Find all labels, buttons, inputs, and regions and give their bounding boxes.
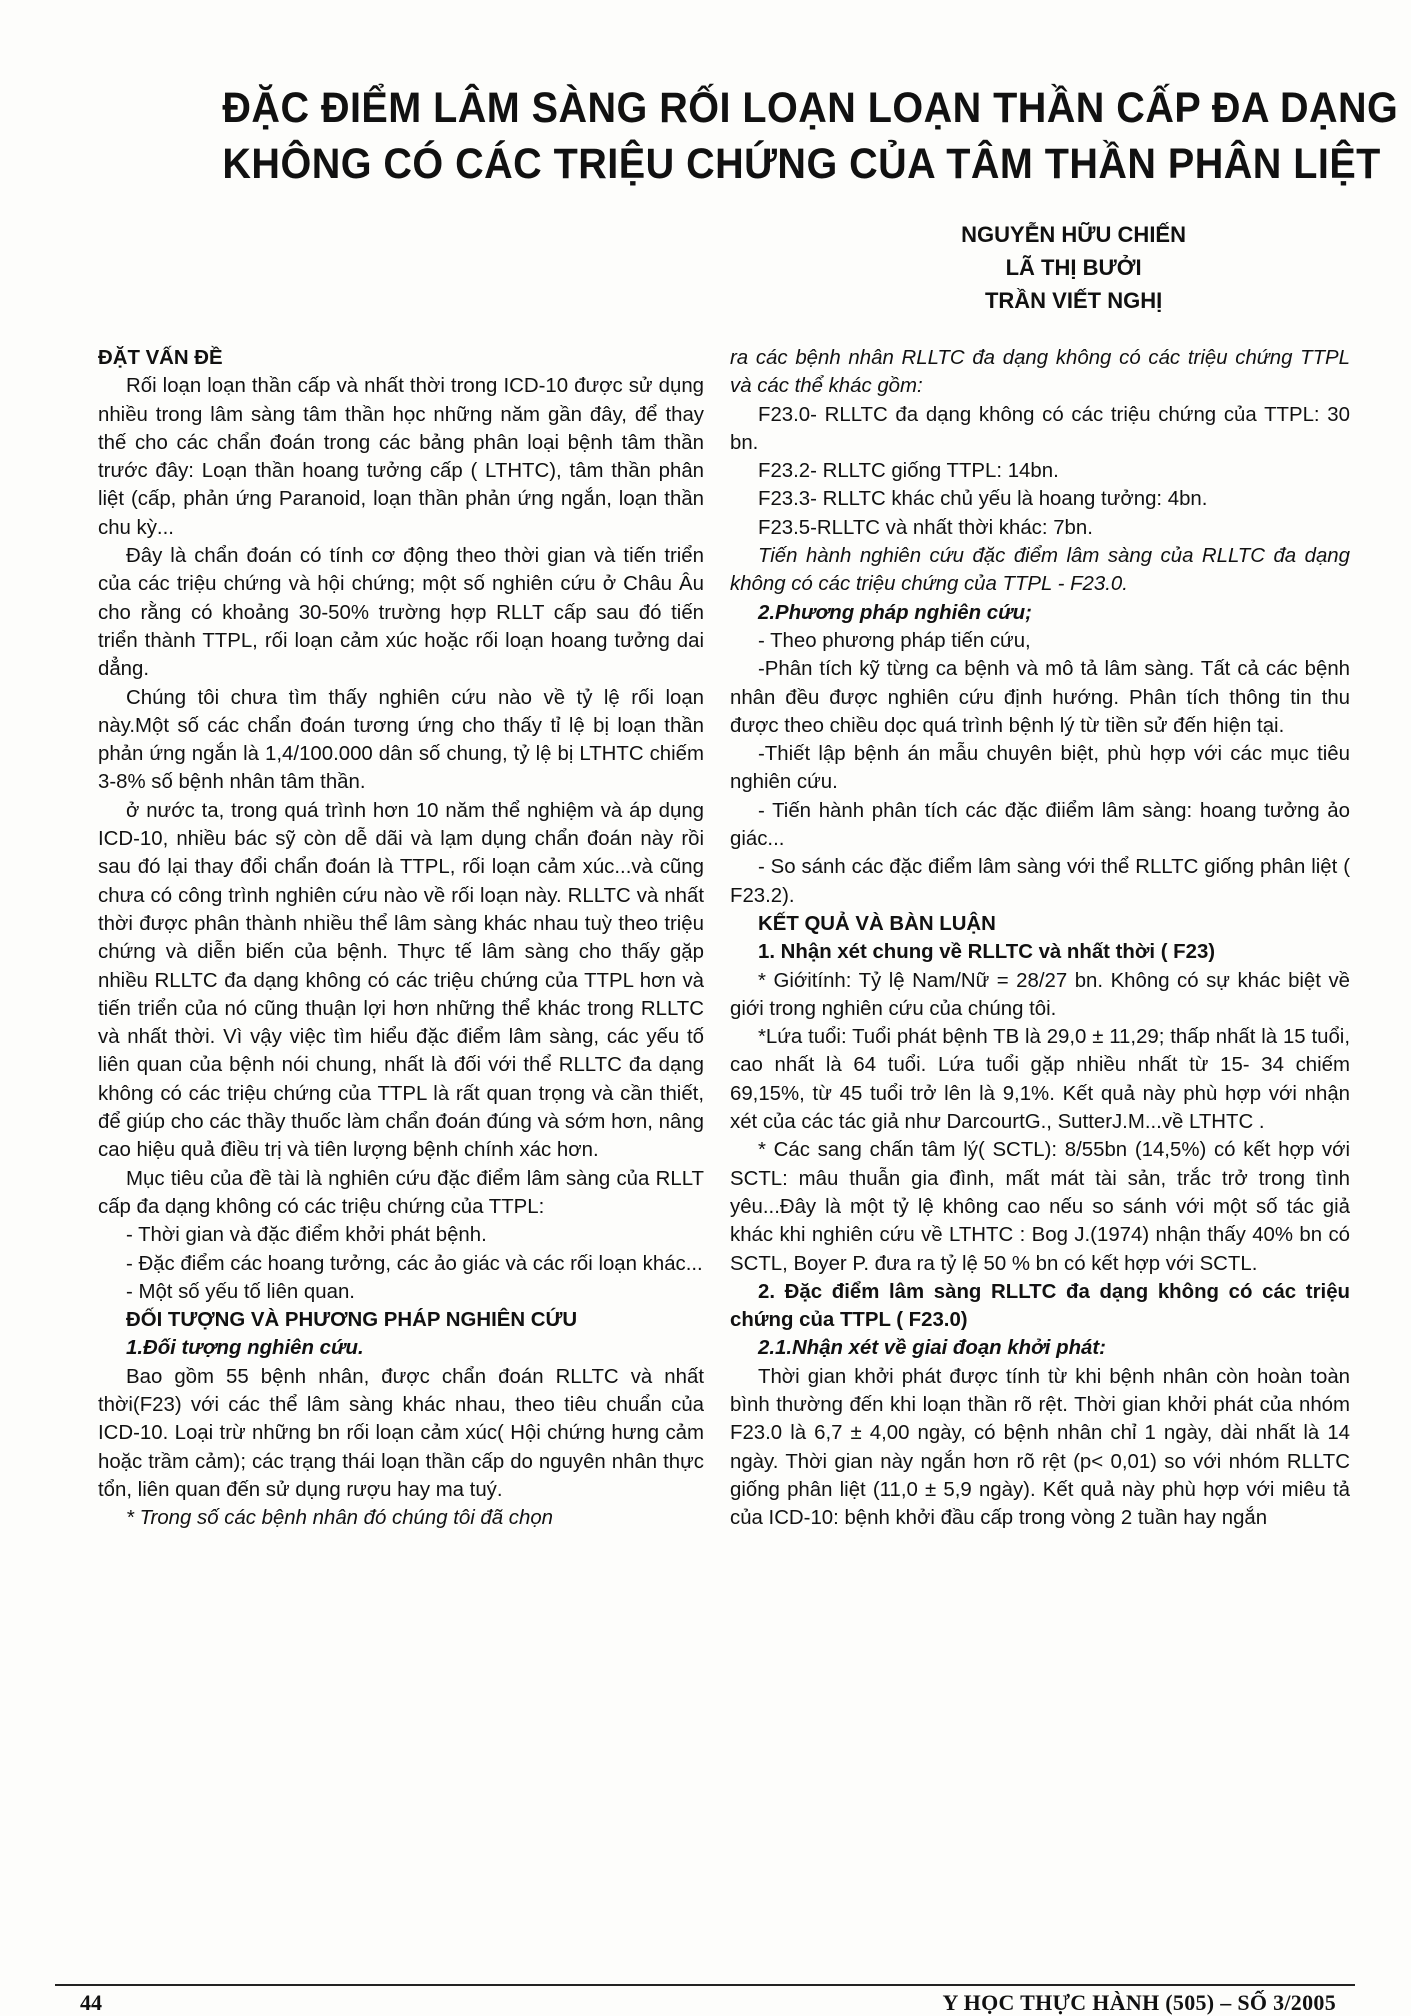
title-line-2: KHÔNG CÓ CÁC TRIỆU CHỨNG CỦA TÂM THẦN PHÂN LIỆT <box>222 140 1381 188</box>
body-paragraph: Rối loạn loạn thần cấp và nhất thời trong ICD-10 được sử dụng nhiều trong lâm sàng tâm thần học những năm gần đây, để thay thế cho các chẩn đoán trong các bảng phân loại bệnh tâm thần trước đây: Loạn thần hoang tưởng cấp ( LTHTC), tâm thần phân liệt (cấp, phản ứng Paranoid, loạn thần phản ứng ngắn, loạn thần chu kỳ... <box>98 375 704 539</box>
author-name: TRẦN VIẾT NGHỊ <box>984 288 1163 313</box>
title-line-1: ĐẶC ĐIỂM LÂM SÀNG RỐI LOẠN LOẠN THẦN CẤP ĐA DẠNG <box>222 84 1399 132</box>
body-paragraph: - Theo phương pháp tiến cứu, <box>758 629 1031 652</box>
section-heading: ĐẶT VẤN ĐỀ <box>98 347 223 369</box>
body-paragraph: -Phân tích kỹ từng ca bệnh và mô tả lâm sàng. Tất cả các bệnh nhân đều được nghiên cứu định hướng. Phân tích thông tin thu được theo chiều dọc quá trình bệnh lý từ tiền sử đến hiện tại. <box>730 658 1350 737</box>
section-heading: ĐỐI TƯỢNG VÀ PHƯƠNG PHÁP NGHIÊN CỨU <box>126 1309 578 1332</box>
body-paragraph: * Giớitính: Tỷ lệ Nam/Nữ = 28/27 bn. Không có sự khác biệt về giới trong nghiên cứu của chúng tôi. <box>730 969 1350 1020</box>
body-paragraph: Thời gian khởi phát được tính từ khi bệnh nhân còn hoàn toàn bình thường đến khi loạn thần rõ rệt. Thời gian khởi phát của nhóm F23.0 là 6,7 ± 4,00 ngày, có bệnh nhân chỉ 1 ngày, dài nhất là 14 ngày. Thời gian này ngắn hơn rõ rệt (p< 0,01) so với nhóm RLLTC giống phân liệt (11,0 ± 5,9 ngày). Kết quả này phù hợp với miêu tả của ICD-10: bệnh khởi đầu cấp trong vòng 2 tuần hay ngắn <box>730 1365 1350 1530</box>
author-name: NGUYỄN HỮU CHIẾN <box>961 222 1186 247</box>
body-paragraph: * Các sang chấn tâm lý( SCTL): 8/55bn (14,5%) có kết hợp với SCTL: mâu thuẫn gia đình, mất mát tài sản, trắc trở trong tình yêu...Đây là một tỷ lệ không cao nếu so sánh với một số tác giả khác khi nghiên cứu về LTHTC : Bog J.(1974) nhận thấy 40% bn có SCTL, Boyer P. đưa ra tỷ lệ 50 % bn có kết hợp với SCTL. <box>730 1139 1350 1275</box>
author-list <box>961 218 1186 317</box>
section-heading: KẾT QUẢ VÀ BÀN LUẬN <box>758 912 996 935</box>
author-name: LÃ THỊ BƯỞI <box>1005 255 1142 280</box>
body-paragraph: Đây là chẩn đoán có tính cơ động theo thời gian và tiến triển của các triệu chứng và hội chứng; một số nghiên cứu ở Châu Âu cho rằng có khoảng 30-50% trường hợp RLLT cấp sau đó tiến triển thành TTPL, rối loạn cảm xúc hoặc rối loạn hoang tưởng dai dẳng. <box>98 545 704 681</box>
page-number: 44 <box>80 1990 102 2015</box>
section-heading: 2. Đặc điểm lâm sàng RLLTC đa dạng không có các triệu chứng của TTPL ( F23.0) <box>730 1280 1350 1332</box>
body-paragraph: - Thời gian và đặc điểm khởi phát bệnh. <box>126 1224 487 1247</box>
body-paragraph: F23.0- RLLTC đa dạng không có các triệu chứng của TTPL: 30 bn. <box>730 403 1350 454</box>
body-paragraph: ở nước ta, trong quá trình hơn 10 năm thể nghiệm và áp dụng ICD-10, nhiều bác sỹ còn dễ dãi và lạm dụng chẩn đoán này rồi sau đó lại thay đổi chẩn đoán là TTPL, rối loạn cảm xúc...và cũng chưa có công trình nghiên cứu nào về rối loạn này. RLLTC và nhất thời được phân thành nhiều thể lâm sàng khác nhau tuỳ theo triệu chứng và diễn biến của bệnh. Thực tế lâm sàng cho thấy gặp nhiều RLLTC đa dạng không có các triệu chứng của TTPL hơn và tiến triển của nó cũng thuận lợi hơn những thể khác trong RLLTC và nhất thời. Vì vậy việc tìm hiểu đặc điểm lâm sàng, các yếu tố liên quan của bệnh nói chung, nhất là đối với thể RLLTC đa dạng không có các triệu chứng của TTPL là rất quan trọng và cần thiết, để giúp cho các thầy thuốc làm chẩn đoán đúng và sớm hơn, nâng cao hiệu quả điều trị và tiên lượng bệnh chính xác hơn. <box>98 799 704 1162</box>
section-heading: 1.Đối tượng nghiên cứu. <box>126 1337 364 1360</box>
section-heading: 2.Phương pháp nghiên cứu; <box>758 601 1032 624</box>
body-paragraph: - Tiến hành phân tích các đặc điiểm lâm sàng: hoang tưởng ảo giác... <box>730 799 1350 851</box>
body-paragraph: Mục tiêu của đề tài là nghiên cứu đặc điểm lâm sàng của RLLT cấp đa dạng không có các triệu chứng của TTPL: <box>98 1167 704 1218</box>
body-paragraph: Chúng tôi chưa tìm thấy nghiên cứu nào về tỷ lệ rối loạn này.Một số các chẩn đoán tương ứng cho thấy tỉ lệ bị loạn thần phản ứng ngắn là 1,4/100.000 dân số chung, tỷ lệ bị LTHTC chiếm 3-8% số bệnh nhân tâm thần. <box>98 686 704 794</box>
body-paragraph: F23.5-RLLTC và nhất thời khác: 7bn. <box>758 516 1093 539</box>
section-heading: 2.1.Nhận xét về giai đoạn khởi phát: <box>758 1337 1106 1360</box>
body-paragraph: F23.3- RLLTC khác chủ yếu là hoang tưởng: 4bn. <box>758 488 1208 511</box>
body-paragraph: -Thiết lập bệnh án mẫu chuyên biệt, phù hợp với các mục tiêu nghiên cứu. <box>730 743 1350 794</box>
footer-divider <box>55 1984 1355 1986</box>
body-paragraph: - Một số yếu tố liên quan. <box>126 1280 355 1303</box>
body-paragraph: - Đặc điểm các hoang tưởng, các ảo giác và các rối loạn khác... <box>126 1252 703 1275</box>
article-title <box>180 80 1399 192</box>
right-column <box>730 344 1350 1532</box>
section-heading: 1. Nhận xét chung về RLLTC và nhất thời ( F23) <box>758 941 1216 964</box>
journal-issue: Y HỌC THỰC HÀNH (505) – SỐ 3/2005 <box>942 1990 1336 2015</box>
body-paragraph: - So sánh các đặc điểm lâm sàng với thể RLLTC giống phân liệt ( F23.2). <box>730 856 1350 907</box>
body-paragraph: Tiến hành nghiên cứu đặc điểm lâm sàng của RLLTC đa dạng không có các triệu chứng của TTPL - F23.0. <box>730 545 1350 596</box>
body-paragraph: F23.2- RLLTC giống TTPL: 14bn. <box>758 460 1059 483</box>
body-paragraph: *Lứa tuổi: Tuổi phát bệnh TB là 29,0 ± 11,29; thấp nhất là 15 tuổi, cao nhất là 64 tuổi. Lứa tuổi gặp nhiều nhất từ 15- 34 chiếm 69,15%, từ 45 tuổi trở lên là 9,1%. Kết quả này phù hợp với nhận xét của các tác giả như DarcourtG., SutterJ.M...về LTHTC . <box>730 1026 1350 1134</box>
left-column <box>98 344 704 1532</box>
body-paragraph: Bao gồm 55 bệnh nhân, được chẩn đoán RLLTC và nhất thời(F23) với các thể lâm sàng khác nhau, theo tiêu chuẩn của ICD-10. Loại trừ những bn rối loạn cảm xúc( Hội chứng hưng cảm hoặc trầm cảm); các trạng thái loạn thần cấp do nguyên nhân thực tổn, liên quan đến sử dụng rượu hay ma tuý. <box>98 1365 704 1501</box>
body-paragraph: * Trong số các bệnh nhân đó chúng tôi đã chọn <box>126 1507 553 1530</box>
body-paragraph: ra các bệnh nhân RLLTC đa dạng không có các triệu chứng TTPL và các thể khác gồm: <box>730 347 1350 398</box>
